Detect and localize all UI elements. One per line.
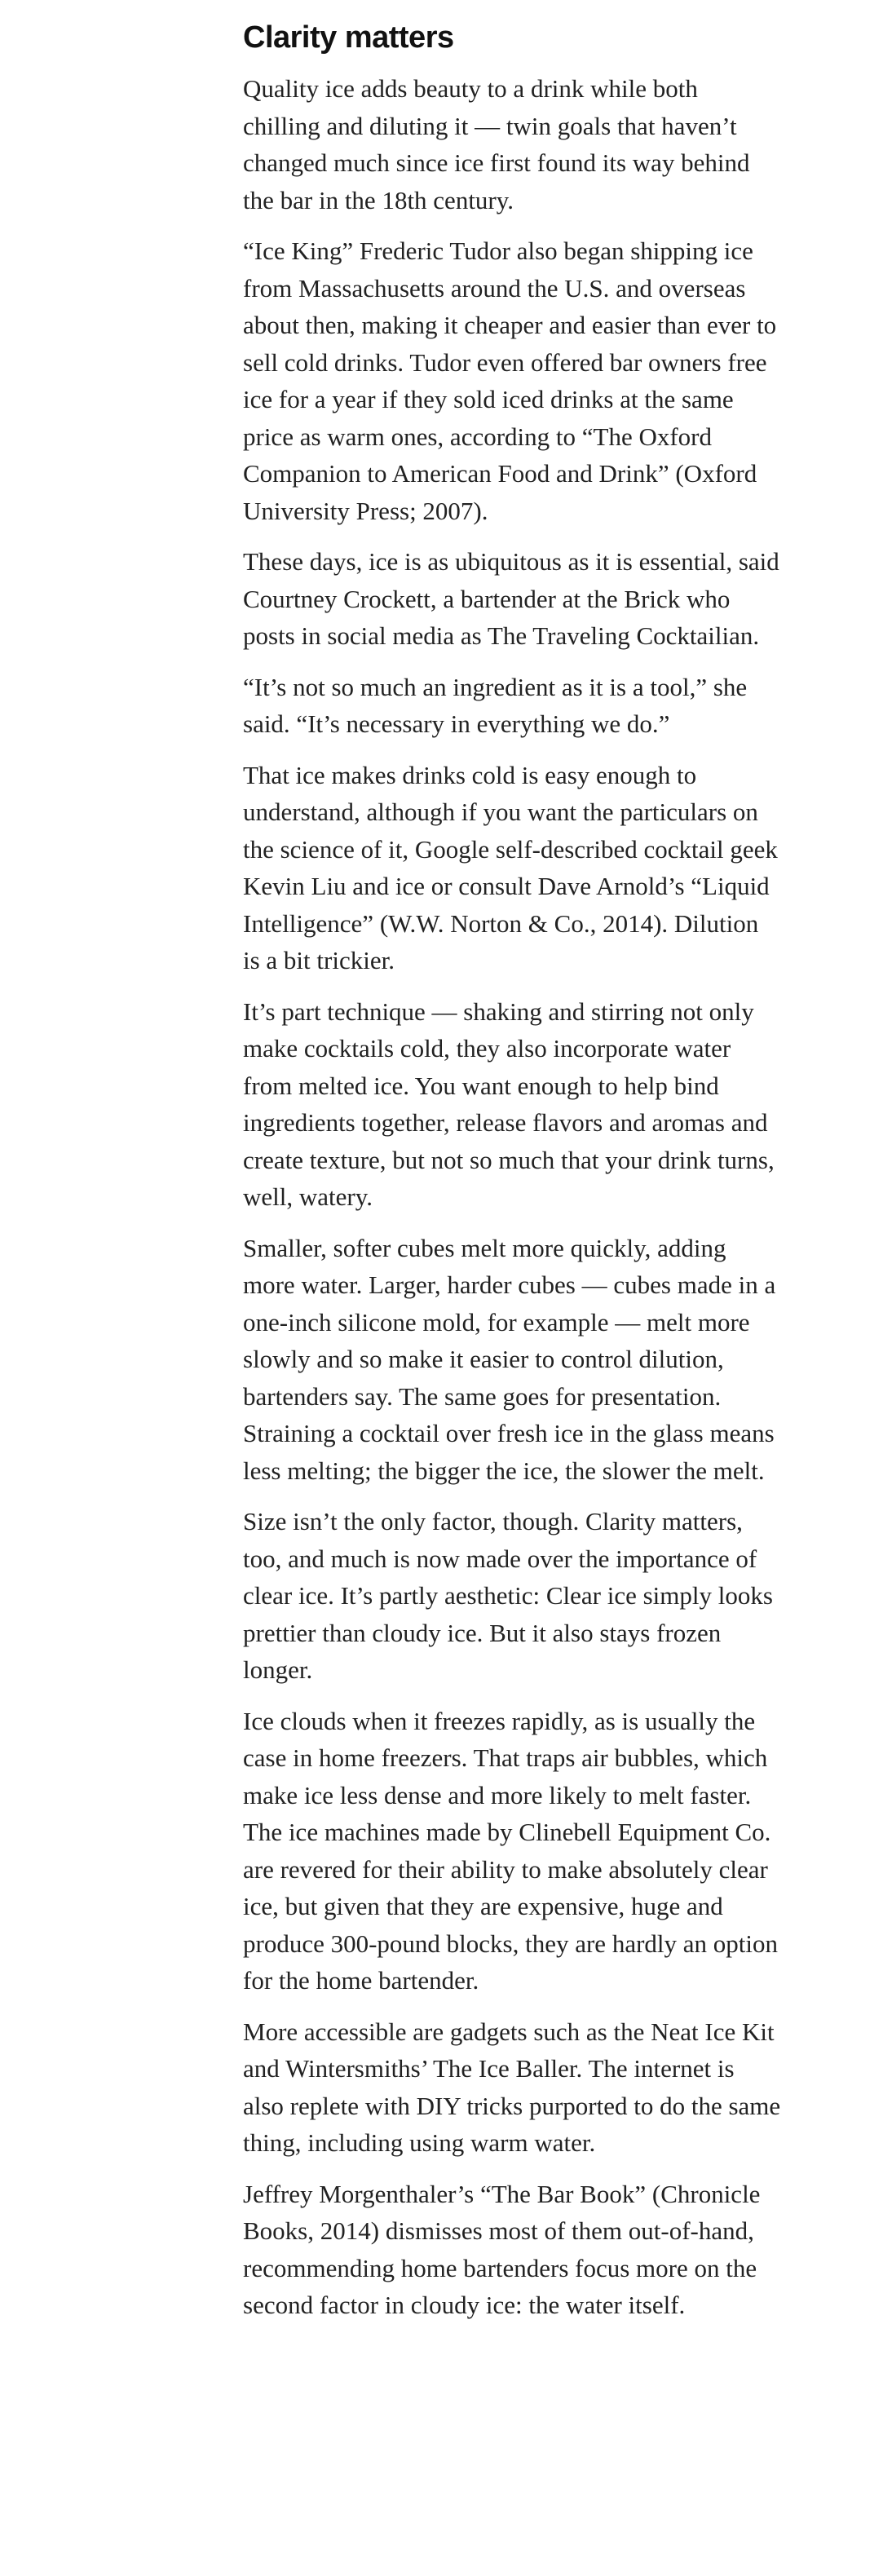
paragraph-1: Quality ice adds beauty to a drink while both chilling and diluting it — twin goals that haven’t changed much since ice first found its way behind the bar in the 18th century. <box>243 74 750 214</box>
paragraph-8: Size isn’t the only factor, though. Clarity matters, too, and much is now made over the importance of clear ice. It’s partly aesthetic: Clear ice simply looks prettier than cloudy ice. But it also stays frozen longer. <box>243 1507 773 1684</box>
paragraph-5: That ice makes drinks cold is easy enough to understand, although if you want the particulars on the science of it, Google self-described cocktail geek Kevin Liu and ice or consult Dave Arnold’s “Liquid Intelligence” (W.W. Norton & Co., 2014). Dilution is a bit trickier. <box>243 760 778 974</box>
paragraph-10: More accessible are gadgets such as the Neat Ice Kit and Wintersmiths’ The Ice Baller. The internet is also replete with DIY tricks purported to do the same thing, including using warm water. <box>243 2017 781 2157</box>
paragraph-6: It’s part technique — shaking and stirring not only make cocktails cold, they also incorporate water from melted ice. You want enough to help bind ingredients together, release flavors and aromas and create texture, but not so much that your drink turns, well, watery. <box>243 996 775 1211</box>
paragraph-9: Ice clouds when it freezes rapidly, as is usually the case in home freezers. That traps air bubbles, which make ice less dense and more likely to melt faster. The ice machines made by Clinebell Equipment Co. are revered for their ability to make absolutely clear ice, but given that they are expensive, huge and produce 300-pound blocks, they are hardly an option for the home bartender. <box>243 1706 778 1995</box>
paragraph-4: “It’s not so much an ingredient as it is a tool,” she said. “It’s necessary in everything we do.” <box>243 672 748 738</box>
paragraph-3: These days, ice is as ubiquitous as it is essential, said Courtney Crockett, a bartender at the Brick who posts in social media as The Traveling Cocktailian. <box>243 547 779 650</box>
paragraph-7: Smaller, softer cubes melt more quickly, adding more water. Larger, harder cubes — cubes made in a one-inch silicone mold, for example — melt more slowly and so make it easier to control dilution, bartenders say. The same goes for presentation. Straining a cocktail over fresh ice in the glass means less melting; the bigger the ice, the slower the melt. <box>243 1233 776 1485</box>
paragraph-11: Jeffrey Morgenthaler’s “The Bar Book” (Chronicle Books, 2014) dismisses most of them out-of-hand, recommending home bartenders focus more on the second factor in cloudy ice: the water itself. <box>243 2179 761 2319</box>
section-heading: Clarity matters <box>243 20 454 55</box>
paragraph-2: “Ice King” Frederic Tudor also began shipping ice from Massachusetts around the U.S. and overseas about then, making it cheaper and easier than ever to sell cold drinks. Tudor even offered bar owners free ice for a year if they sold iced drinks at the same price as warm ones, according to “The Oxford Companion to American Food and Drink” (Oxford University Press; 2007). <box>243 236 777 525</box>
article-body <box>243 11 781 2338</box>
